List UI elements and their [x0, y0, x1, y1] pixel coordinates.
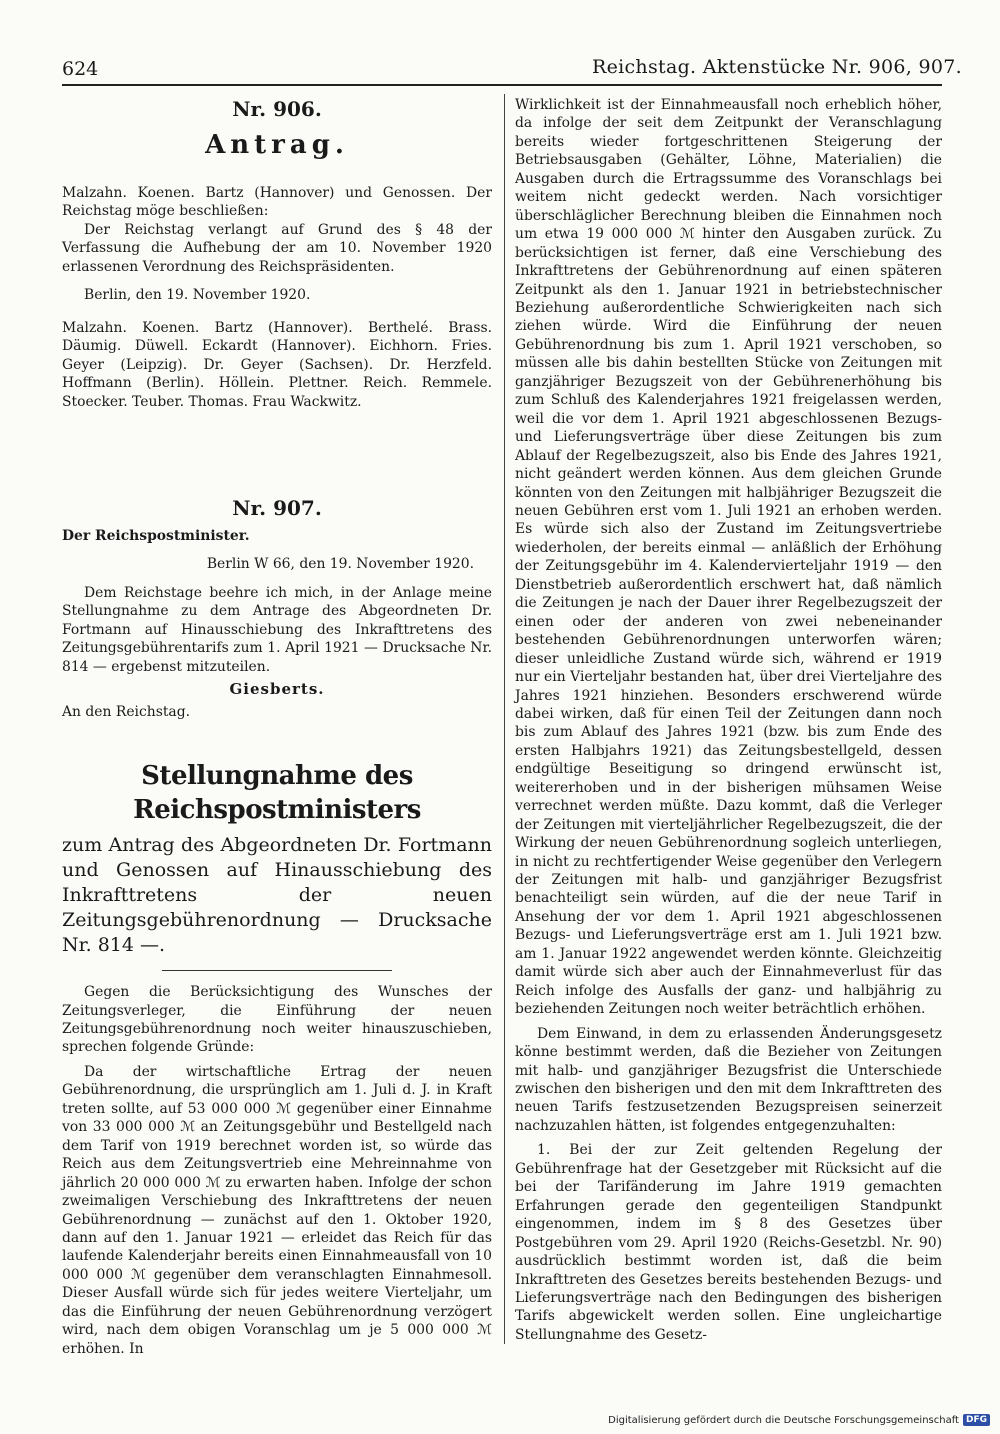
credit-text: Digitalisierung gefördert durch die Deutsche Forschungsgemeinschaft — [608, 1414, 959, 1426]
date-907: Berlin W 66, den 19. November 1920. — [206, 556, 474, 573]
signature-giesberts: Giesberts. — [229, 680, 325, 699]
heading-nr-907: Nr. 907. — [232, 495, 322, 520]
heading-antrag: Antrag. — [205, 130, 349, 160]
section-spacer — [62, 411, 492, 495]
right-paragraph-1: Wirklichkeit ist der Einnahmeausfall noch erheblich höher, da infolge der seit dem Zeitpunkt der Veranschlagung bereits wieder fortgeschrittenen Steigerung der Betriebsausgaben (Gehälter, Löhne, Materialien) die Ausgaben durch die Ertragssumme des Voranschlags bei weitem nicht gedeckt werden. Nach vorsichtiger überschläglicher Berechnung bleiben die Einnahmen noch um etwa 19 000 000 ℳ hinter den Ausgaben zurück. Zu berücksichtigen ist ferner, daß eine Verschiebung des Inkrafttretens der Gebührenordnung auf einen späteren Zeitpunkt als den 1. Januar 1921 in betriebstechnischer Beziehung außerordentliche Schwierigkeiten nach sich ziehen würde. Wird die Einführung der neuen Gebührenordnung bis zum 1. April 1921 verschoben, so müssen alle bis dahin bestellten Stücke von Zeitungen mit ganzjähriger Bezugszeit von der Gebührenerhöhung bis zum Schluß des Kalenderjahres 1921 freigelassen werden, weil die vor dem 1. April 1921 abgeschlossenen Bezugs- und Lieferungsverträge über diese Zeitungen bis zum Ablauf der Regelbezugszeit, also bis Ende des Jahres 1921, nicht geändert werden können. Aus dem gleichen Grunde könnten von den Zeitungen mit halbjähriger Bezugszeit die neuen Gebühren erst vom 1. Juli 1921 an erhoben werden. Es würde sich also der Zustand im Zeitungsvertriebe wiederholen, der bereits einmal — anläßlich der Erhöhung der Zeitungsgebühr im 4. Kalendervierteljahr 1919 — den Dienstbetrieb außerordentlich erschwert hat, daß nämlich die Zeitungen je nach der Dauer ihrer Regelbezugszeit der einen oder der anderen von zwei nebeneinander bestehenden Gebührenordnungen unterworfen wären; dieser unleidliche Zustand würde sich, während er 1919 nur ein Vierteljahr bestanden hat, über drei Vierteljahre des Jahres 1921 hinziehen. Besonders erschwerend würde dabei wirken, daß für einen Teil der Zeitungen dann noch bis zum Ablauf des Jahres 1921 (bzw. bis zum Ende des ersten Halbjahrs 1921) das Zeitungsbestellgeld, dessen endgültige Beseitigung so dringend erwünscht ist, weitererhoben und in der bisherigen mühsamen Weise verrechnet werden müßte. Dazu kommt, daß die Verleger der Zeitungen mit vierteljährlicher Regelbezugszeit, die der Wirkung der neuen Gebührenordnung sogleich unterliegen, in nicht zu rechtfertigender Weise gegenüber den Verlegern der Zeitungen mit halb- und ganzjähriger Bezugsfrist benachteiligt sein würden, auf die der neue Tarif in Ansehung der vor dem 1. April 1921 abgeschlossenen Bezugs- und Lieferungsverträge erst am 1. Juli 1921 bzw. am 1. Januar 1922 angewendet werden könnte. Gleichzeitig damit würde sich aber auch der Einnahmeverlust für das Reich infolge des Ausfalls der ganz- und halbjährig zu beziehenden Zeitungen noch weiter beträchtlich erhöhen. — [515, 97, 942, 1018]
signers-intro: Malzahn. Koenen. Bartz (Hannover) und Genossen. Der Reichstag möge beschließen: — [62, 185, 492, 220]
statement-paragraph-2: Da der wirtschaftliche Ertrag der neuen Gebührenordnung, die ursprünglich am 1. Juli d. J. in Kraft treten sollte, auf 53 000 000 ℳ gegenüber einer Einnahme von 33 000 000 ℳ an Zeitungsgebühr und Bestellgeld nach dem Tarif von 1919 berechnet worden ist, so würde das Reich aus dem Zeitungsvertrieb eine Mehreinnahme von jährlich 20 000 000 ℳ zu erwarten haben. Infolge der schon zweimaligen Verschiebung des Inkrafttretens der neuen Gebührenordnung — zunächst auf den 1. Oktober 1920, dann auf den 1. Januar 1921 — erleidet das Reich für das laufende Kalenderjahr bereits einen Einnahmeausfall von 10 000 000 ℳ gegenüber dem veranschlagten Einnahmesoll. Dieser Ausfall würde sich für jedes weitere Vierteljahr, um das die Einführung der neuen Gebührenordnung verzögert wird, nach dem obigen Voranschlag um je 5 000 000 ℳ erhöhen. In — [62, 1063, 492, 1357]
statement-subtitle: zum Antrag des Abgeordneten Dr. Fortmann und Genossen auf Hinausschiebung des Inkrafttretens der neuen Zeitungsgebührenordnung — Drucksache Nr. 814 —. — [62, 834, 492, 957]
running-title: Reichstag. Aktenstücke Nr. 906, 907. — [591, 56, 962, 78]
cover-letter: Dem Reichstage beehre ich mich, in der Anlage meine Stellungnahme zu dem Antrage des Abgeordneten Dr. Fortmann auf Hinausschiebung des Inkrafttretens des Zeitungsgebührentarifs zum 1. April 1921 — Drucksache Nr. 814 — ergebenst mitzuteilen. — [62, 584, 492, 675]
page-header — [62, 56, 962, 86]
heading-nr-906: Nr. 906. — [232, 97, 322, 121]
right-paragraph-3: 1. Bei der zur Zeit geltenden Regelung der Gebührenfrage hat der Gesetzgeber mit Rücksicht auf die bei der Tarifänderung im Jahre 1919 gemachten Erfahrungen gerade den gegenteiligen Standpunkt eingenommen, indem im § 8 des Gesetzes über Postgebühren vom 29. April 1920 (Reichs-Gesetzbl. Nr. 90) ausdrücklich bestimmt worden ist, daß die beim Inkrafttreten des Gesetzes bereits bestehenden Bezugs- und Lieferungsverträge nach den Bedingungen des bisherigen Tarifs abgewickelt werden sollen. Eine ungleichartige Stellungnahme des Gesetz- — [515, 1142, 942, 1343]
signatories-list: Malzahn. Koenen. Bartz (Hannover). Berthelé. Brass. Däumig. Düwell. Eckardt (Hannover). Eichhorn. Fries. Geyer (Leipzig). Dr. Geyer (Sachsen). Dr. Herzfeld. Hoffmann (Berlin). Höllein. Plettner. Reich. Remmele. Stoecker. Teuber. Thomas. Frau Wackwitz. — [62, 319, 492, 410]
addressee: An den Reichstag. — [62, 703, 191, 720]
subtitle-rule — [162, 970, 392, 971]
column-divider — [504, 94, 505, 1344]
statement-title: Stellungnahme des Reichspostministers — [133, 761, 421, 826]
minister-title: Der Reichspostminister. — [62, 527, 250, 544]
statement-paragraph-1: Gegen die Berücksichtigung des Wunsches der Zeitungsverleger, die Einführung der neuen Zeitungsgebührenordnung noch weiter hinauszuschieben, sprechen folgende Gründe: — [62, 984, 492, 1056]
left-column — [62, 96, 492, 1358]
motion-text: Der Reichstag verlangt auf Grund des § 48 der Verfassung die Aufhebung der am 10. November 1920 erlassenen Verordnung des Reichspräsidenten. — [62, 221, 492, 275]
header-rule — [62, 84, 942, 86]
page-number: 624 — [62, 58, 99, 80]
digitization-credit — [608, 1414, 990, 1426]
date-906: Berlin, den 19. November 1920. — [84, 287, 311, 304]
right-paragraph-2: Dem Einwand, in dem zu erlassenden Änderungsgesetz könne bestimmt werden, daß die Bezieher von Zeitungen mit halb- und ganzjähriger Bezugsfrist die Unterschiede zwischen den bisherigen und den mit dem Inkrafttreten des neuen Tarifs festzusetzenden Bezugspreisen seinerzeit nachzuzahlen hätten, ist folgendes entgegenzuhalten: — [515, 1025, 942, 1134]
dfg-logo-icon: DFG — [963, 1414, 990, 1426]
right-column — [515, 96, 942, 1344]
